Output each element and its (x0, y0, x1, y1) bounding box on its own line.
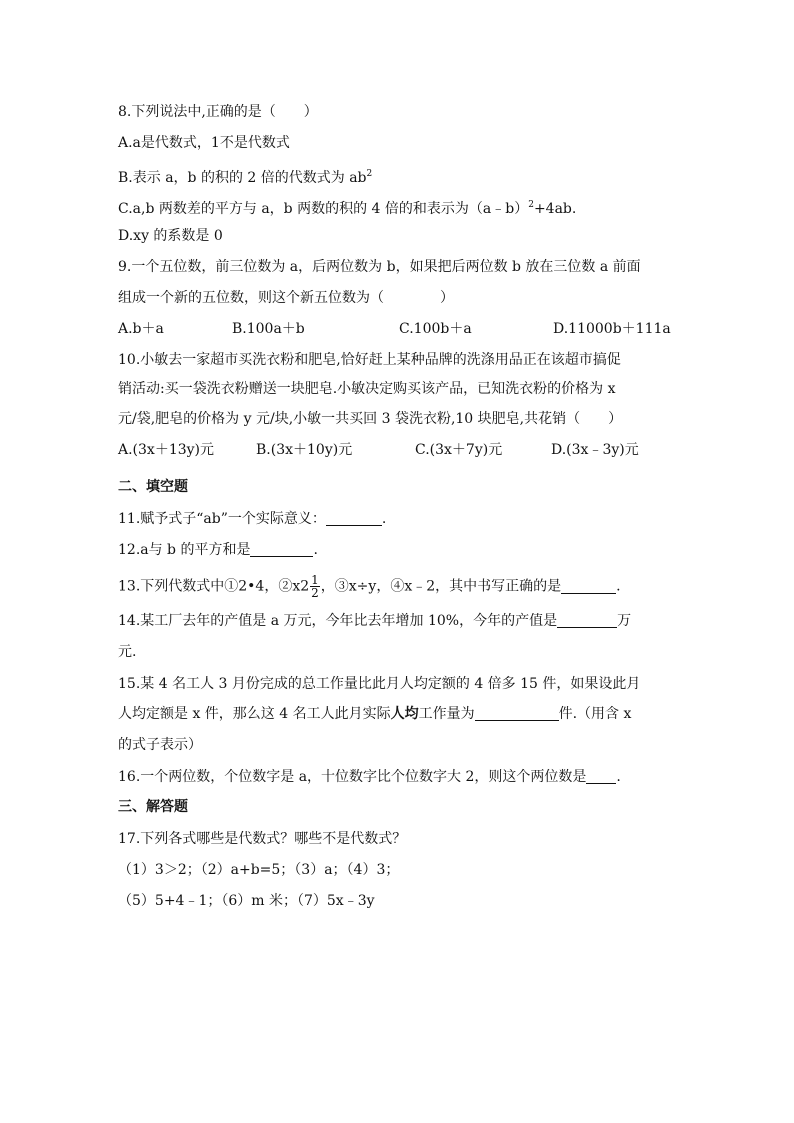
q11-text: 11.赋予式子“ab”一个实际意义： (118, 511, 326, 527)
q17-row2: （5）5+4﹣1；（6）m 米；（7）5x﹣3y (118, 893, 375, 909)
q10-option-d: D.(3x﹣3y)元 (551, 442, 639, 458)
q15-answer-blank[interactable] (475, 705, 559, 721)
q11-answer-blank[interactable] (326, 510, 382, 526)
q10-option-b: B.(3x＋10y)元 (256, 442, 353, 458)
q12-text: 12.a与 b 的平方和是 (118, 542, 251, 558)
section-solve-title: 三、解答题 (118, 799, 188, 815)
q11-period: . (381, 511, 387, 527)
q16-answer-blank[interactable] (586, 768, 616, 784)
q11 (118, 509, 386, 529)
q9-option-d: D.11000b＋111a (553, 321, 671, 337)
q12-period: . (313, 542, 318, 558)
q14-text-post: 万 (617, 613, 632, 629)
q10-stem-line3: 元/袋,肥皂的价格为 y 元/块,小敏一共买回 3 袋洗衣粉,10 块肥皂,共花销（ ） (118, 411, 623, 427)
q15-text-pre: 人均定额是 x 件，那么这 4 名工人此月实际 (118, 706, 391, 722)
q14-line2: 元. (118, 644, 137, 660)
q15-text-post: 件.（用含 x (558, 706, 632, 722)
q8-stem: 8.下列说法中,正确的是（ ） (118, 104, 318, 120)
q8-option-b-exponent: 2 (366, 169, 373, 179)
q15-line3: 的式子表示） (118, 737, 202, 753)
q13-fraction-numerator: 1 (311, 573, 319, 587)
q15-text-bold: 人均 (390, 706, 419, 722)
q9-stem-line1: 9.一个五位数，前三位数为 a，后两位数为 b，如果把后两位数 b 放在三位数 a 前面 (118, 259, 641, 275)
q9-option-a: A.b＋a (118, 321, 164, 337)
q12-answer-blank[interactable] (250, 541, 313, 557)
q16-text: 16.一个两位数，个位数字是 a，十位数字比个位数字大 2，则这个两位数是 (118, 769, 587, 785)
q13-text-pre: 13.下列代数式中①2•4，②x2 (118, 578, 310, 595)
q14-answer-blank[interactable] (557, 612, 617, 628)
q14-line1 (118, 611, 631, 631)
q10-option-c: C.(3x＋7y)元 (415, 442, 503, 458)
q8-option-b-text: B.表示 a，b 的积的 2 倍的代数式为 ab (118, 170, 367, 186)
q10-stem-line2: 销活动:买一袋洗衣粉赠送一块肥皂.小敏决定购买该产品，已知洗衣粉的价格为 x (118, 381, 616, 397)
q13-text-post: ，③x÷y，④x﹣2，其中书写正确的是 (320, 578, 562, 595)
q16-period: . (616, 769, 621, 785)
q17-row1: （1）3＞2；（2）a+b=5；（3）a；（4）3； (118, 862, 400, 878)
q17-stem: 17.下列各式哪些是代数式？哪些不是代数式？ (118, 831, 407, 847)
q15-text-mid: 工作量为 (418, 706, 475, 722)
q15-line1: 15.某 4 名工人 3 月份完成的总工作量比此月人均定额的 4 倍多 15 件，如果设此月 (118, 676, 641, 692)
section-fill-in-title: 二、填空题 (118, 479, 188, 495)
q13-fraction-denominator: 2 (311, 586, 319, 600)
q8-option-c (118, 195, 576, 219)
q13 (118, 574, 621, 599)
q13-answer-blank[interactable] (561, 578, 616, 594)
q13-fraction (310, 574, 320, 599)
q8-option-c-exponent: 2 (528, 200, 534, 210)
q8-option-b (118, 164, 372, 188)
q10-option-a: A.(3x＋13y)元 (118, 442, 215, 458)
q12 (118, 540, 318, 560)
q10-stem-line1: 10.小敏去一家超市买洗衣粉和肥皂,恰好赶上某种品牌的洗涤用品正在该超市搞促 (118, 352, 621, 368)
q8-option-a: A.a是代数式，1不是代数式 (118, 135, 290, 151)
q9-option-b: B.100a＋b (232, 321, 305, 337)
q8-option-d: D.xy 的系数是 0 (118, 228, 223, 244)
q9-stem-line2: 组成一个新的五位数，则这个新五位数为（ ） (118, 290, 454, 306)
q8-option-c-text: C.a,b 两数差的平方与 a，b 两数的积的 4 倍的和表示为（a﹣b） (118, 201, 529, 217)
q9-option-c: C.100b＋a (399, 321, 472, 337)
q16 (118, 767, 621, 787)
q14-text-pre: 14.某工厂去年的产值是 a 万元，今年比去年增加 10%，今年的产值是 (118, 613, 558, 629)
q13-period: . (616, 578, 621, 595)
q8-option-c-suffix: +4ab. (533, 201, 577, 217)
q15-line2 (118, 704, 631, 724)
